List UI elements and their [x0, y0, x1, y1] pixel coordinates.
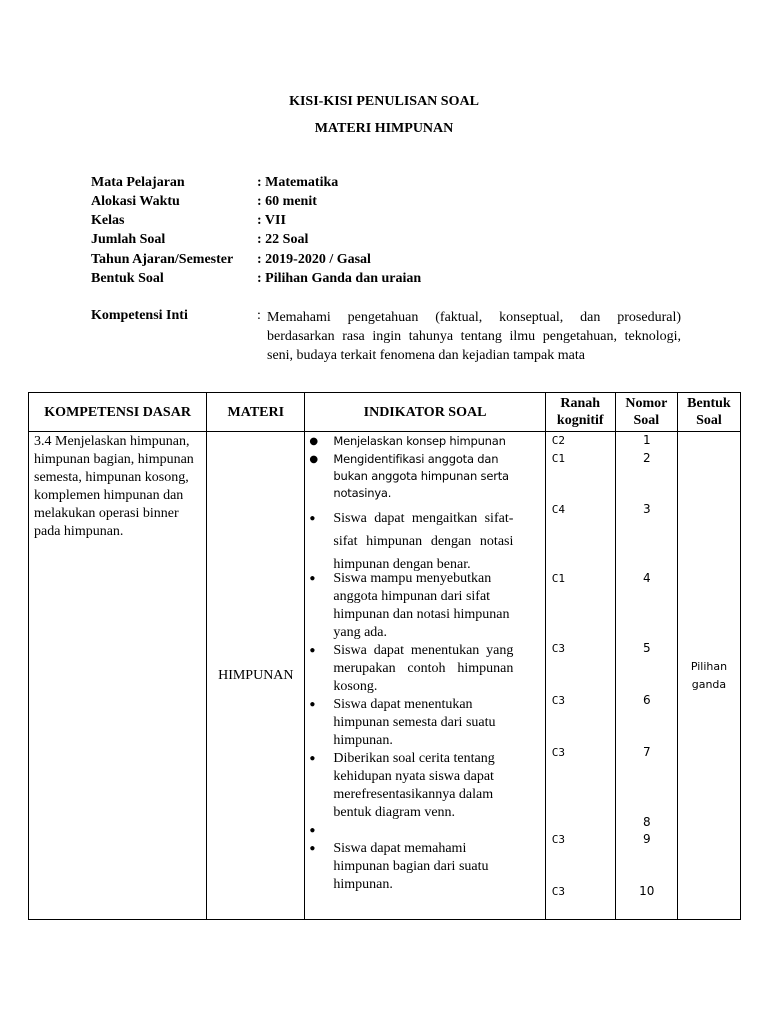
meta-value: : Pilihan Ganda dan uraian	[257, 271, 422, 286]
bullet-icon: ●	[309, 843, 316, 854]
kompetensi-inti-colon: :	[257, 308, 261, 323]
meta-row-tahun-ajaran	[91, 252, 371, 268]
materi-cell: HIMPUNAN	[207, 432, 305, 920]
meta-label: Mata Pelajaran	[91, 175, 185, 190]
kompetensi-dasar-cell: 3.4 Menjelaskan himpunan, himpunan bagian, himpunan semesta, himpunan kosong, komplemen himpunan dan melakukan operasi binner pada himpunan.	[29, 432, 207, 920]
ranah-value: C3	[551, 694, 565, 707]
header-materi: MATERI	[207, 393, 305, 432]
header-bentuk-soal	[677, 393, 740, 432]
indicator-text: Mengidentifikasi anggota dan bukan anggota himpunan serta notasinya.	[333, 452, 509, 500]
indicator-text: Siswa mampu menyebutkan anggota himpunan dari sifat himpunan dan notasi himpunan yang ada.	[333, 571, 510, 640]
header-bentuk-line2: Soal	[696, 413, 722, 428]
nomor-soal-cell	[615, 432, 677, 920]
meta-label: Kelas	[91, 213, 125, 228]
bullet-icon: ●	[309, 753, 316, 764]
nomor-value: 4	[642, 571, 651, 585]
indicator-text: Siswa dapat memahami himpunan bagian dari suatu himpunan.	[333, 841, 489, 892]
meta-row-mata-pelajaran	[91, 175, 338, 191]
meta-label: Jumlah Soal	[91, 232, 166, 247]
meta-value: : 60 menit	[257, 194, 317, 209]
ranah-value: C4	[551, 503, 565, 516]
nomor-value: 10	[639, 884, 655, 898]
indicator-item	[309, 642, 514, 696]
nomor-value: 8	[642, 815, 651, 829]
table-header-row	[29, 393, 741, 432]
bentuk-line1: Pilihan	[690, 659, 728, 673]
meta-row-alokasi-waktu	[91, 194, 317, 210]
bullet-icon: ●	[309, 645, 316, 656]
nomor-value: 6	[642, 693, 651, 707]
indicator-text: Menjelaskan konsep himpunan	[333, 434, 506, 448]
header-ranah-line2: kognitif	[556, 413, 604, 428]
indikator-cell	[305, 432, 545, 920]
bullet-icon: ●	[309, 699, 316, 710]
bullet-icon: ●	[309, 436, 318, 447]
meta-label: Tahun Ajaran/Semester	[91, 252, 234, 267]
bullet-icon: ●	[309, 513, 316, 524]
bullet-icon: ●	[309, 825, 316, 836]
header-bentuk-line1: Bentuk	[687, 396, 731, 411]
header-ranah-line1: Ranah	[560, 396, 601, 411]
indicator-text: Siswa dapat mengaitkan sifat-sifat himpunan dengan notasi himpunan dengan benar.	[333, 511, 514, 572]
ranah-value: C2	[551, 434, 565, 447]
bentuk-soal-cell	[677, 432, 740, 920]
nomor-value: 1	[642, 433, 651, 447]
nomor-value: 2	[642, 451, 651, 465]
indicator-item	[309, 433, 513, 450]
meta-value: : 22 Soal	[257, 232, 309, 247]
meta-label: Bentuk Soal	[91, 271, 164, 286]
header-indikator-soal: INDIKATOR SOAL	[305, 393, 545, 432]
indicator-item	[309, 451, 513, 502]
nomor-value: 5	[642, 641, 651, 655]
bullet-icon: ●	[309, 454, 318, 465]
nomor-value: 9	[642, 832, 651, 846]
nomor-value: 7	[642, 745, 651, 759]
meta-row-kelas	[91, 213, 286, 229]
indicator-item	[309, 507, 514, 576]
ranah-value: C1	[551, 452, 565, 465]
indicator-text: Siswa dapat menentukan yang merupakan contoh himpunan kosong.	[333, 643, 514, 694]
header-kompetensi-dasar: KOMPETENSI DASAR	[29, 393, 207, 432]
ranah-value: C3	[551, 885, 565, 898]
header-nomor-line2: Soal	[633, 413, 660, 428]
document-subtitle: MATERI HIMPUNAN	[314, 121, 454, 136]
kompetensi-inti-label: Kompetensi Inti	[91, 308, 188, 323]
meta-row-bentuk-soal	[91, 271, 421, 287]
header-nomor-line1: Nomor	[625, 396, 668, 411]
nomor-value: 3	[642, 502, 651, 516]
indicator-item	[309, 570, 513, 642]
ranah-value: C3	[551, 642, 565, 655]
kompetensi-inti-text: Memahami pengetahuan (faktual, konseptual, dan prosedural) berdasarkan rasa ingin tahunya tentang ilmu pengetahuan, teknologi, seni, budaya terkait fenomena dan kejadian tampak mata	[267, 310, 681, 363]
document-title: KISI-KISI PENULISAN SOAL	[289, 94, 479, 109]
kisi-kisi-table	[28, 392, 741, 920]
kompetensi-inti	[91, 308, 691, 365]
table-row	[29, 432, 741, 920]
ranah-value: C3	[551, 746, 565, 759]
indicator-item	[309, 840, 513, 894]
ranah-value: C1	[551, 572, 565, 585]
indicator-item	[309, 696, 513, 750]
indicator-text: Diberikan soal cerita tentang kehidupan nyata siswa dapat merefresentasikannya dalam bentuk diagram venn.	[333, 751, 495, 820]
meta-label: Alokasi Waktu	[91, 194, 180, 209]
ranah-kognitif-cell	[545, 432, 615, 920]
meta-row-jumlah-soal	[91, 232, 308, 248]
header-ranah-kognitif	[545, 393, 615, 432]
indicator-item	[309, 750, 513, 822]
header-nomor-soal	[615, 393, 677, 432]
ranah-value: C3	[551, 833, 565, 846]
indicator-text: Siswa dapat menentukan himpunan semesta dari suatu himpunan.	[333, 697, 496, 748]
meta-value: : Matematika	[257, 175, 339, 190]
bullet-icon: ●	[309, 573, 316, 584]
bentuk-line2: ganda	[691, 677, 727, 691]
meta-value: : 2019-2020 / Gasal	[257, 252, 371, 267]
meta-value: : VII	[257, 213, 286, 228]
